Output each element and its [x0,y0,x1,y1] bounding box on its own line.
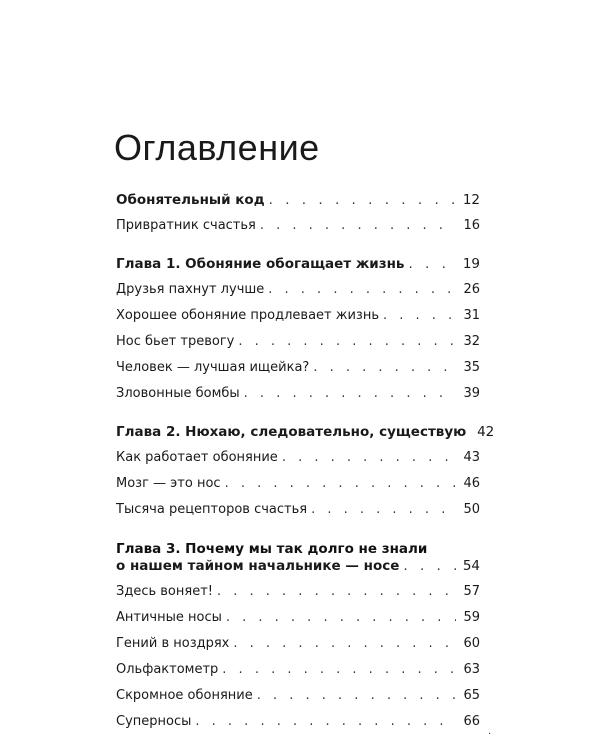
leader-dots [260,218,456,234]
toc-entry-title: Привратник счастья [116,218,256,233]
toc-entry[interactable] [116,360,480,376]
toc-entry[interactable] [116,218,480,234]
leader-dots [403,558,456,574]
leader-dots [282,450,456,466]
toc-entry-title-line2: о нашем тайном начальнике — носе [116,558,400,574]
page-tick-mark: · [488,729,492,740]
toc-page-number: 35 [463,360,480,375]
toc-page-number: 39 [463,386,480,401]
toc-page-number: 65 [463,688,480,703]
toc-entry[interactable] [116,476,480,492]
toc-entry-title-line1: Глава 3. Почему мы так долго не знали [116,541,428,557]
leader-dots [311,502,456,518]
table-of-contents [116,192,495,730]
toc-entry[interactable] [116,334,480,350]
toc-entry-title: Глава 1. Обоняние обогащает жизнь [116,256,405,272]
leader-dots [244,386,456,402]
toc-page-number: 54 [462,558,480,574]
toc-page-number: 50 [463,502,480,517]
toc-page-number: 19 [462,256,480,272]
toc-entry-title: Обонятельный код [116,192,265,208]
toc-page-number: 66 [463,714,480,729]
toc-page-number: 46 [463,476,480,491]
toc-chapter-heading[interactable] [116,256,480,272]
leader-dots [222,662,456,678]
toc-page-number: 16 [463,218,480,233]
leader-dots [195,714,456,730]
leader-dots [383,308,456,324]
leader-dots [233,636,456,652]
toc-page-number: 31 [463,308,480,323]
toc-entry[interactable] [116,308,480,324]
toc-entry[interactable] [116,584,480,600]
toc-entry-title: Здесь воняет! [116,584,213,599]
toc-entry[interactable] [116,282,480,298]
toc-entry-title: Как работает обоняние [116,450,278,465]
toc-entry[interactable] [116,636,480,652]
toc-entry[interactable] [116,688,480,704]
toc-entry[interactable] [116,450,480,466]
leader-dots [217,584,456,600]
leader-dots [238,334,456,350]
toc-entry-title: Тысяча рецепторов счастья [116,502,308,517]
toc-page-number: 42 [477,424,495,440]
toc-page-number: 57 [463,584,480,599]
leader-dots [257,688,456,704]
toc-entry[interactable] [116,714,480,730]
leader-dots [268,282,456,298]
toc-chapter-heading[interactable] [116,540,480,574]
toc-section-heading[interactable] [116,192,480,208]
toc-entry-title: Скромное обоняние [116,688,253,703]
toc-entry-title: Зловонные бомбы [116,386,240,401]
toc-entry[interactable] [116,610,480,626]
toc-page-number: 60 [463,636,480,651]
toc-page-number: 43 [463,450,480,465]
toc-entry-title: Хорошее обоняние продлевает жизнь [116,308,379,323]
toc-entry-title: Мозг — это нос [116,476,221,491]
toc-entry-title: Глава 2. Нюхаю, следовательно, существую [116,424,467,440]
page-title: Оглавление [114,127,320,168]
toc-chapter-heading[interactable] [116,424,495,440]
toc-entry-title: Ольфактометр [116,662,219,677]
toc-entry-title: Суперносы [116,714,192,729]
toc-entry[interactable] [116,502,480,518]
toc-page-number: 32 [463,334,480,349]
leader-dots [408,256,456,272]
toc-entry-title: Гений в ноздрях [116,636,230,651]
leader-dots [313,360,456,376]
toc-page-number: 26 [463,282,480,297]
toc-page-number: 12 [462,192,480,208]
toc-page-number: 63 [463,662,480,677]
toc-entry-title: Друзья пахнут лучше [116,282,265,297]
toc-entry[interactable] [116,386,480,402]
toc-entry-title-line2-row [116,558,480,574]
toc-entry-title: Человек — лучшая ищейка? [116,360,310,375]
toc-entry-title: Нос бьет тревогу [116,334,235,349]
toc-entry[interactable] [116,662,480,678]
toc-entry-title: Античные носы [116,610,222,625]
leader-dots [225,476,456,492]
leader-dots [269,192,456,208]
leader-dots [226,610,456,626]
toc-page-number: 59 [463,610,480,625]
